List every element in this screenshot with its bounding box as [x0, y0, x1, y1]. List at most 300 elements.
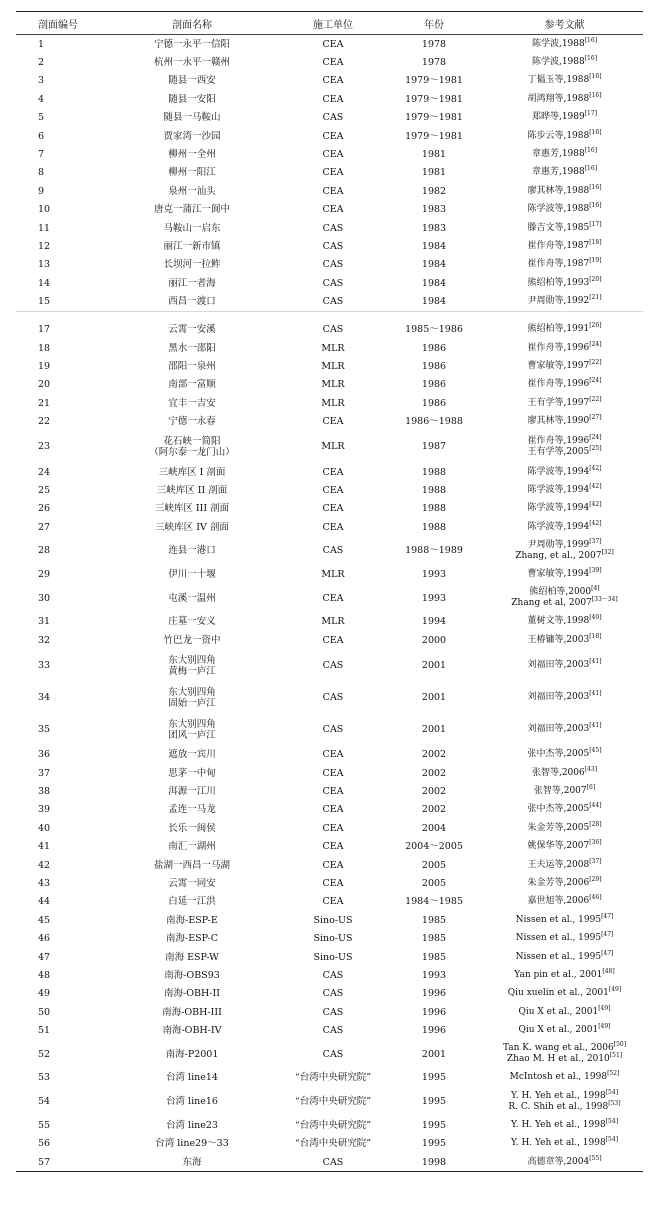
profile-number: 47	[38, 951, 51, 963]
reference-text: 崔作舟等,1996	[527, 435, 590, 446]
profile-name	[100, 985, 284, 1003]
profile-name-line: 南汇一湖州	[168, 841, 216, 853]
construction-unit: CEA	[322, 804, 344, 816]
header-reference: 参考文献	[486, 12, 643, 35]
profile-name	[100, 782, 284, 800]
reference	[486, 1116, 643, 1134]
reference	[486, 201, 643, 219]
year: 1984	[421, 259, 447, 271]
reference-line	[486, 841, 643, 852]
profile-name-line: 三峡库区 III 剖面	[154, 503, 230, 515]
profile-number: 25	[38, 484, 51, 496]
construction-unit: “台湾中央研究院”	[294, 1096, 372, 1108]
profile-name-line: 随县一马鞍山	[163, 112, 221, 124]
reference-text: 朱金芳等,2005	[527, 822, 590, 833]
profile-name-line: 南海 ESP-W	[165, 951, 219, 963]
table-row	[16, 838, 643, 856]
reference-citation: [16]	[589, 91, 602, 99]
profile-number: 10	[38, 204, 51, 216]
profile-name-line: 东海	[182, 1156, 202, 1168]
reference-line	[486, 537, 643, 551]
profile-name-line: 东大别四角	[168, 686, 216, 698]
reference-text: 朱金芳等,2006	[527, 877, 590, 888]
reference	[486, 838, 643, 856]
table-row	[16, 911, 643, 929]
reference-line	[486, 875, 643, 889]
reference-line	[486, 519, 643, 533]
table-row	[16, 90, 643, 108]
profile-name-line: 竹巴龙一资中	[163, 634, 221, 646]
profile-name-line: 洱源一江川	[168, 786, 216, 798]
profile-name	[100, 584, 284, 613]
reference-line	[486, 933, 643, 944]
reference	[486, 948, 643, 966]
reference-line	[486, 616, 643, 627]
profile-number: 46	[38, 933, 51, 945]
construction-unit: CEA	[322, 466, 344, 478]
reference-text: 丁韫玉等,1988	[527, 75, 590, 86]
reference	[486, 764, 643, 782]
reference-text: 陈学波等,1994	[527, 466, 590, 477]
construction-unit: Sino-US	[313, 914, 353, 926]
reference	[486, 219, 643, 237]
year: 1993	[421, 969, 447, 981]
profile-name	[100, 911, 284, 929]
profile-name	[100, 631, 284, 649]
reference-line	[486, 765, 643, 779]
reference	[486, 35, 643, 54]
table-row	[16, 948, 643, 966]
profile-number: 12	[38, 240, 51, 252]
reference	[486, 1153, 643, 1172]
profile-name	[100, 376, 284, 394]
profile-name	[100, 35, 284, 54]
table-row	[16, 1040, 643, 1069]
table-row	[16, 1003, 643, 1021]
table-row	[16, 35, 643, 54]
year: 2002	[421, 749, 447, 761]
profile-name	[100, 1087, 284, 1116]
reference-text: 廖其林等,1990	[527, 416, 590, 427]
profile-name	[100, 431, 284, 463]
profile-number: 32	[38, 634, 51, 646]
profile-name	[100, 256, 284, 274]
construction-unit: CAS	[322, 969, 344, 981]
reference-text: 曹家敏等,1994	[527, 569, 590, 580]
profile-name-line: 唐克一蒲江一阆中	[153, 204, 230, 216]
profile-table	[16, 11, 643, 1172]
profile-number: 28	[38, 545, 51, 557]
profile-name-line: 丽江一者海	[168, 277, 216, 289]
year: 1988	[421, 484, 447, 496]
table-row	[16, 966, 643, 984]
profile-number: 22	[38, 416, 51, 428]
reference-citation: [26]	[589, 321, 602, 329]
profile-name-line: 白延一江洪	[168, 896, 216, 908]
reference-text: Zhang, et al., 2007	[515, 550, 602, 561]
profile-name	[100, 801, 284, 819]
profile-name	[100, 1069, 284, 1087]
table-row	[16, 1021, 643, 1039]
reference-line	[486, 91, 643, 105]
construction-unit: CAS	[284, 1153, 382, 1172]
table-row	[16, 682, 643, 714]
reference-text: 陈步云等,1988	[527, 130, 590, 141]
reference-citation: [42]	[589, 482, 602, 490]
reference	[486, 782, 643, 800]
construction-unit: CEA	[322, 57, 344, 69]
reference	[486, 109, 643, 127]
header-year: 年份	[382, 12, 486, 35]
reference-text: 姚保华等,2007	[527, 841, 590, 852]
reference-line	[486, 912, 643, 926]
profile-name-line: 杭州一永平一赣州	[153, 57, 230, 69]
reference	[486, 500, 643, 518]
reference-line	[486, 1138, 643, 1149]
construction-unit: MLR	[321, 616, 345, 628]
table-row	[16, 463, 643, 481]
reference-citation: [29]	[589, 875, 602, 883]
reference	[486, 1135, 643, 1153]
year: 1984	[421, 296, 447, 308]
year: 1986～1988	[405, 416, 463, 428]
profile-name	[100, 966, 284, 984]
year: 1979～1981	[405, 130, 463, 142]
profile-number: 55	[38, 1119, 51, 1131]
year: 1984	[421, 277, 447, 289]
profile-number: 27	[38, 521, 51, 533]
construction-unit: CEA	[322, 130, 344, 142]
profile-number: 24	[38, 466, 51, 478]
reference	[486, 966, 643, 984]
reference-line	[486, 395, 643, 409]
reference-line	[486, 416, 643, 427]
profile-name	[100, 481, 284, 499]
profile-name	[100, 500, 284, 518]
table-row	[16, 1135, 643, 1153]
profile-name-line: 泉州一汕头	[168, 185, 216, 197]
reference-citation: [18]	[589, 632, 602, 640]
year: 1993	[421, 569, 447, 581]
reference-line	[486, 296, 643, 307]
reference-text: McIntosh et al., 1998	[509, 1072, 608, 1083]
profile-name	[100, 201, 284, 219]
reference-citation: [49]	[608, 986, 622, 994]
reference-line	[486, 1099, 643, 1113]
reference-line	[486, 36, 643, 50]
reference	[486, 127, 643, 145]
reference-citation: [16]	[584, 165, 598, 173]
reference-citation: [54]	[605, 1088, 619, 1096]
profile-number: 1	[38, 38, 45, 50]
reference-text: Nissen et al., 1995	[515, 933, 602, 944]
reference-line	[486, 259, 643, 270]
profile-name-line: 贾家湾一沙园	[163, 130, 221, 142]
reference-text: 章惠芳,1988	[531, 167, 585, 178]
profile-name	[100, 311, 284, 339]
year: 1988	[421, 466, 447, 478]
year: 2005	[421, 877, 447, 889]
profile-name-line: 宜丰一吉安	[168, 397, 216, 409]
profile-name-line: 南海-OBS93	[164, 969, 220, 981]
construction-unit: MLR	[321, 441, 345, 453]
construction-unit: CEA	[322, 149, 344, 161]
reference-text: Nissen et al., 1995	[515, 914, 602, 925]
construction-unit: CAS	[322, 277, 344, 289]
profile-name-line: 宁德一永平一信阳	[153, 38, 230, 50]
table-row	[16, 182, 643, 200]
reference-text: 陈学波等,1994	[527, 484, 590, 495]
header-profile-number: 剖面编号	[16, 12, 100, 35]
year: 1979～1981	[405, 112, 463, 124]
profile-number: 30	[38, 592, 51, 604]
reference-text: 陈学波等,1988	[527, 204, 590, 215]
year: 1986	[421, 397, 447, 409]
reference-line	[486, 358, 643, 372]
profile-name	[100, 518, 284, 536]
reference-line	[486, 1025, 643, 1036]
reference-line	[486, 1154, 643, 1168]
profile-name-line: 柳州一全州	[168, 149, 216, 161]
table-row	[16, 292, 643, 311]
profile-name-line: 庄墓一安义	[168, 616, 216, 628]
construction-unit: CAS	[322, 1048, 344, 1060]
reference-line	[486, 569, 643, 580]
profile-name	[100, 536, 284, 565]
reference-citation: [16]	[589, 73, 602, 81]
table-row	[16, 565, 643, 583]
reference-line	[486, 896, 643, 907]
profile-name	[100, 339, 284, 357]
profile-name	[100, 237, 284, 255]
construction-unit: CAS	[322, 222, 344, 234]
construction-unit: CAS	[322, 240, 344, 252]
reference-line	[486, 275, 643, 289]
reference-line	[486, 1072, 643, 1083]
reference-citation: [4]	[591, 585, 600, 593]
reference-line	[486, 692, 643, 703]
table-row	[16, 782, 643, 800]
reference-citation: [51]	[609, 1052, 623, 1060]
reference-citation: [24]	[589, 433, 602, 441]
profile-name-line: 台湾 line16	[166, 1096, 218, 1108]
reference-citation: [43]	[584, 765, 598, 773]
profile-name	[100, 1116, 284, 1134]
year: 1983	[421, 222, 447, 234]
reference-text: Y. H. Yeh et al., 1998	[510, 1119, 606, 1130]
construction-unit: CAS	[322, 660, 344, 672]
table-row	[16, 219, 643, 237]
reference-text: Yan pin et al., 2001	[514, 969, 603, 980]
table-row	[16, 357, 643, 375]
reference-citation: [49]	[598, 1023, 611, 1031]
reference	[486, 1040, 643, 1069]
profile-name-line: 盐湖一西昌一马湖	[153, 859, 230, 871]
profile-number: 23	[38, 441, 51, 453]
profile-name	[100, 463, 284, 481]
profile-name-line: 三峡库区 II 剖面	[156, 484, 228, 496]
year: 2001	[421, 660, 447, 672]
year: 1986	[421, 360, 447, 372]
reference-citation: [52]	[607, 1070, 620, 1078]
reference-text: 熊绍柏等,2000	[529, 587, 592, 598]
reference-line	[486, 321, 643, 335]
reference	[486, 339, 643, 357]
reference-line	[486, 183, 643, 197]
reference	[486, 874, 643, 892]
construction-unit: CEA	[322, 896, 344, 908]
profile-number: 7	[38, 149, 45, 161]
year: 1995	[421, 1138, 447, 1150]
table-row	[16, 746, 643, 764]
reference-line	[486, 433, 643, 447]
profile-name-line: 思茅一中甸	[168, 767, 216, 779]
table-row	[16, 109, 643, 127]
table-row	[16, 376, 643, 394]
reference-text: Tan K. wang et al., 2006	[502, 1043, 614, 1054]
table-row	[16, 518, 643, 536]
reference-text: 郑晔等,1989	[531, 112, 585, 123]
reference	[486, 376, 643, 394]
reference-citation: [42]	[589, 519, 602, 527]
profile-number: 4	[38, 93, 45, 105]
year: 1987	[421, 441, 447, 453]
profile-name-line: 孟连一马龙	[168, 804, 216, 816]
table-row	[16, 714, 643, 746]
construction-unit: CEA	[322, 786, 344, 798]
year: 1988	[421, 503, 447, 515]
construction-unit: CAS	[322, 1025, 344, 1037]
profile-number: 18	[38, 342, 51, 354]
reference-citation: [50]	[613, 1041, 627, 1049]
reference-text: 尹周勋等,1999	[527, 539, 590, 550]
reference-citation: [24]	[589, 340, 602, 348]
construction-unit: CEA	[322, 93, 344, 105]
reference-text: 陈学波等,1994	[527, 503, 590, 514]
reference-text: Y. H. Yeh et al., 1998	[510, 1090, 606, 1101]
year: 2001	[421, 724, 447, 736]
year: 1998	[382, 1153, 486, 1172]
reference-text: 陈学波,1988	[531, 57, 585, 68]
reference	[486, 801, 643, 819]
table-row	[16, 613, 643, 631]
construction-unit: CAS	[322, 112, 344, 124]
reference-text: 张智等,2006	[531, 767, 585, 778]
reference	[486, 72, 643, 90]
reference-text: 廖其林等,1988	[527, 185, 590, 196]
profile-number: 5	[38, 112, 45, 124]
reference-line	[486, 220, 643, 234]
construction-unit: CAS	[284, 311, 382, 339]
construction-unit: CEA	[322, 859, 344, 871]
reference-line	[486, 112, 643, 123]
reference-citation: [21]	[589, 294, 602, 302]
profile-name	[100, 292, 284, 311]
table-row	[16, 431, 643, 463]
profile-name-line: 邵阳一泉州	[168, 360, 216, 372]
year: 1985	[421, 914, 447, 926]
profile-number: 56	[38, 1138, 51, 1150]
reference-line	[486, 949, 643, 963]
reference-line	[486, 464, 643, 478]
reference-line	[486, 238, 643, 252]
reference-line	[486, 379, 643, 390]
profile-name	[100, 1135, 284, 1153]
construction-unit: CEA	[322, 634, 344, 646]
year: 1981	[421, 149, 447, 161]
construction-unit: CAS	[322, 988, 344, 1000]
reference-citation: [37]	[589, 537, 602, 545]
year: 1983	[421, 204, 447, 216]
reference-citation: [22]	[589, 395, 602, 403]
profile-name	[100, 394, 284, 412]
reference-line	[486, 1004, 643, 1018]
reference-line	[486, 632, 643, 646]
year: 1985	[421, 933, 447, 945]
reference-line	[486, 1054, 643, 1065]
construction-unit: Sino-US	[313, 933, 353, 945]
reference-citation: [33～34]	[591, 596, 618, 604]
table-row	[16, 985, 643, 1003]
profile-number: 33	[38, 660, 51, 672]
table-row	[16, 500, 643, 518]
reference-text: Zhao M. H et al., 2010	[506, 1054, 610, 1065]
profile-number: 44	[38, 896, 51, 908]
reference-line	[486, 57, 643, 68]
reference-text: 王有学等,2005	[527, 446, 590, 457]
profile-number: 50	[38, 1006, 51, 1018]
construction-unit: CAS	[322, 259, 344, 271]
reference	[486, 164, 643, 182]
table-row	[16, 584, 643, 613]
profile-name-line: 丽江一新市镇	[163, 240, 221, 252]
reference	[486, 463, 643, 481]
reference-citation: [16]	[589, 183, 602, 191]
reference	[486, 613, 643, 631]
table-row	[16, 1069, 643, 1087]
reference-text: 刘福田等,2003	[527, 692, 590, 703]
profile-number: 3	[38, 75, 45, 87]
profile-number: 14	[38, 277, 51, 289]
reference-citation: [40]	[589, 614, 602, 622]
table-row	[16, 481, 643, 499]
construction-unit: CEA	[322, 503, 344, 515]
reference-line	[486, 167, 643, 178]
profile-name-line: 南部一富顺	[168, 379, 216, 391]
year: 1979～1981	[405, 75, 463, 87]
reference-line	[486, 75, 643, 86]
profile-number: 41	[38, 841, 51, 853]
profile-name-line: 云霄一安溪	[168, 323, 216, 335]
profile-number: 48	[38, 969, 51, 981]
profile-number: 9	[38, 185, 45, 197]
profile-name-line: 东大别四角	[168, 654, 216, 666]
construction-unit: MLR	[321, 397, 345, 409]
reference	[486, 985, 643, 1003]
reference-citation: [16]	[589, 128, 602, 136]
construction-unit: CEA	[322, 592, 344, 604]
reference	[486, 1087, 643, 1116]
reference-citation: [19]	[589, 257, 602, 265]
reference-citation: [16]	[584, 147, 598, 155]
profile-name	[100, 164, 284, 182]
reference-line	[486, 128, 643, 142]
profile-name	[100, 1021, 284, 1039]
reference	[486, 145, 643, 163]
reference-line	[486, 587, 643, 598]
construction-unit: CEA	[322, 167, 344, 179]
reference-text: Zhang et al, 2007	[511, 598, 592, 609]
